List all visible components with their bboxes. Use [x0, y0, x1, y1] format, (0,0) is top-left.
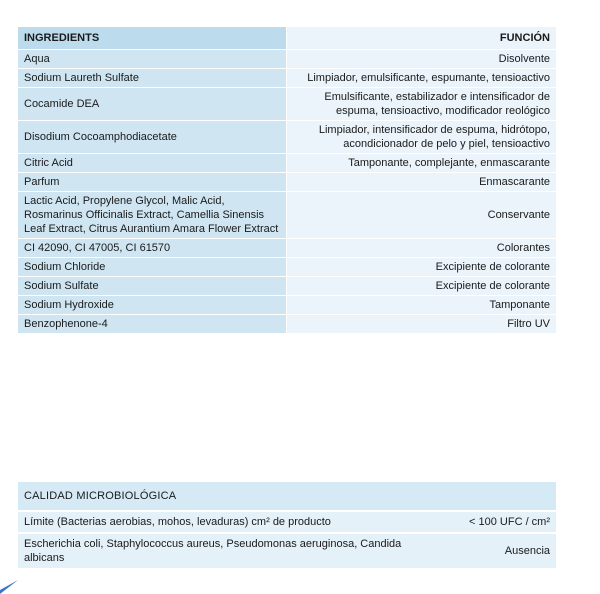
- micro-label: Límite (Bacterias aerobias, mohos, levaduras) cm² de producto: [18, 511, 418, 533]
- micro-value: < 100 UFC / cm²: [418, 511, 556, 533]
- micro-label: Escherichia coli, Staphylococcus aureus, Pseudomonas aeruginosa, Candida albicans: [18, 533, 418, 569]
- table-row: [18, 296, 556, 315]
- table-row: [18, 121, 556, 154]
- ingredient-function: Enmascarante: [286, 173, 556, 192]
- ingredient-function: Tamponante: [286, 296, 556, 315]
- table-row: [18, 69, 556, 88]
- ingredients-header-row: [18, 27, 556, 50]
- ingredient-name: Lactic Acid, Propylene Glycol, Malic Acid, Rosmarinus Officinalis Extract, Camellia Sinensis Leaf Extract, Citrus Aurantium Amara Flower Extract: [18, 192, 286, 239]
- ingredient-function: Filtro UV: [286, 315, 556, 334]
- ingredient-name: Sodium Laureth Sulfate: [18, 69, 286, 88]
- table-row: [18, 533, 556, 569]
- ingredient-function: Emulsificante, estabilizador e intensificador de espuma, tensioactivo, modificador reológico: [286, 88, 556, 121]
- micro-title-row: [18, 482, 556, 511]
- ingredient-name: Cocamide DEA: [18, 88, 286, 121]
- function-header: FUNCIÓN: [286, 27, 556, 50]
- ingredient-function: Tamponante, complejante, enmascarante: [286, 154, 556, 173]
- table-row: [18, 173, 556, 192]
- table-row: [18, 239, 556, 258]
- ingredients-header: INGREDIENTS: [18, 27, 286, 50]
- ingredients-table: [18, 27, 556, 334]
- ingredient-function: Excipiente de colorante: [286, 277, 556, 296]
- table-row: [18, 154, 556, 173]
- ingredient-name: Sodium Chloride: [18, 258, 286, 277]
- ingredient-name: Sodium Sulfate: [18, 277, 286, 296]
- micro-value: Ausencia: [418, 533, 556, 569]
- ingredient-name: Aqua: [18, 50, 286, 69]
- ingredient-function: Excipiente de colorante: [286, 258, 556, 277]
- ingredient-function: Conservante: [286, 192, 556, 239]
- table-row: [18, 88, 556, 121]
- ingredient-function: Colorantes: [286, 239, 556, 258]
- table-row: [18, 258, 556, 277]
- ingredient-name: Citric Acid: [18, 154, 286, 173]
- microbiological-quality-table: [18, 482, 556, 570]
- ingredient-function: Limpiador, intensificador de espuma, hidrótopo, acondicionador de pelo y piel, tensioactivo: [286, 121, 556, 154]
- ingredient-name: Benzophenone-4: [18, 315, 286, 334]
- ingredient-name: Parfum: [18, 173, 286, 192]
- table-row: [18, 277, 556, 296]
- ingredients-section: [18, 27, 556, 334]
- table-row: [18, 50, 556, 69]
- corner-mark-icon: [0, 580, 22, 594]
- table-row: [18, 315, 556, 334]
- ingredient-function: Limpiador, emulsificante, espumante, tensioactivo: [286, 69, 556, 88]
- ingredient-name: CI 42090, CI 47005, CI 61570: [18, 239, 286, 258]
- micro-title: CALIDAD MICROBIOLÓGICA: [18, 482, 556, 511]
- table-row: [18, 192, 556, 239]
- table-row: [18, 511, 556, 533]
- ingredient-name: Sodium Hydroxide: [18, 296, 286, 315]
- ingredient-function: Disolvente: [286, 50, 556, 69]
- ingredient-name: Disodium Cocoamphodiacetate: [18, 121, 286, 154]
